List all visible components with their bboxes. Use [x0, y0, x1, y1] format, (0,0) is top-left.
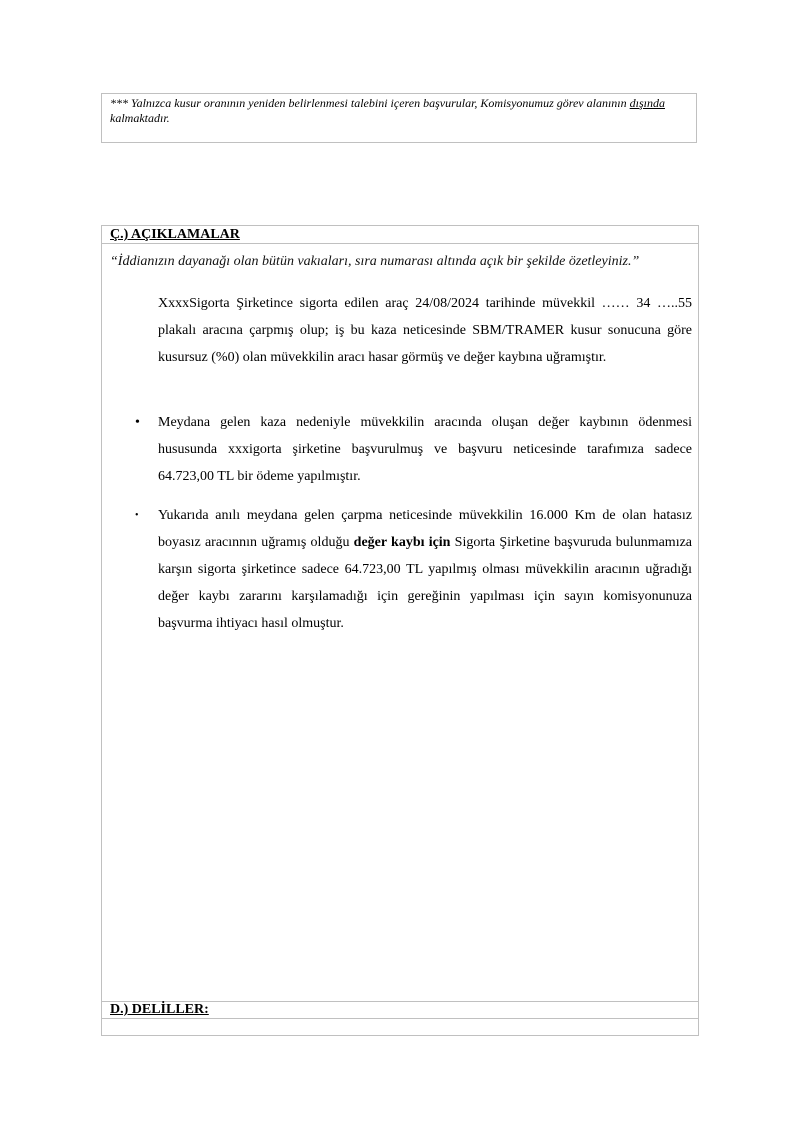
scope-note [101, 93, 697, 143]
note-underlined-word: dışında [629, 96, 665, 110]
section-d-heading-text: D.) DELİLLER: [110, 1002, 209, 1017]
explanation-bullet-2 [158, 502, 692, 637]
section-c-heading-text: Ç.) AÇIKLAMALAR [110, 227, 240, 242]
explanation-paragraph-1: XxxxSigorta Şirketince sigorta edilen araç 24/08/2024 tarihinde müvekkil …… 34 …..55 plakalı aracına çarpmış olup; iş bu kaza neticesinde SBM/TRAMER kusur sonucuna göre kusursuz (%0) olan müvekkilin aracı hasar görmüş ve değer kaybına uğramıştır. [158, 296, 692, 365]
bullet-2-text-end: Sigorta Şirketine başvuruda bulunmamıza karşın sigorta şirketince sadece 64.723,00 TL yapılmış olması müvekkilin aracının uğradığı değer kaybı zararını karşılamadığı için gereğinin yapılması için sayın komisyonunuza başvurma ihtiyacı hasıl olmuştur. [158, 535, 693, 631]
note-text: *** Yalnızca kusur oranının yeniden belirlenmesi talebini içeren başvurular, Komisyonumuz görev alanının [110, 96, 627, 110]
section-c-heading [102, 226, 698, 244]
bullet-icon: • [135, 510, 139, 521]
bullet-icon: • [135, 415, 140, 430]
section-explanations [101, 225, 699, 1036]
note-suffix: kalmaktadır. [110, 111, 170, 125]
bullet-2-text-start: Yukarıda anılı meydana gelen çarpma neticesinde müvekkilin 16.000 Km de olan hatasız boyasız aracınnın uğramış olduğu [158, 508, 692, 550]
section-c-instruction: “İddianızın dayanağı olan bütün vakıaları, sıra numarası altında açık bir şekilde özetleyiniz.” [110, 254, 640, 269]
explanation-bullet-1: Meydana gelen kaza nedeniyle müvekkilin aracında oluşan değer kaybının ödenmesi hususunda xxxigorta şirketine başvurulmuş ve başvuru neticesinde tarafımıza sadece 64.723,00 TL bir ödeme yapılmıştır. [158, 415, 692, 484]
bullet-2-bold-text: değer kaybı için [353, 535, 451, 550]
section-d-heading [102, 1001, 698, 1019]
